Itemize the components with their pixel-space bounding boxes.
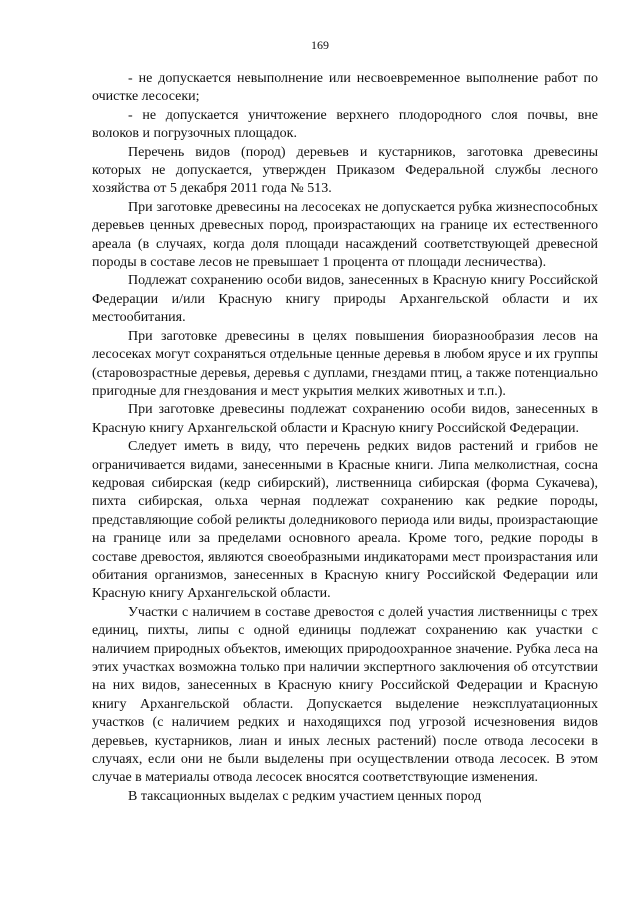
paragraph-topsoil-rule: - не допускается уничтожение верхнего плодородного слоя почвы, вне волоков и погрузочных площадок. [92,107,598,142]
paragraph-rare-species-note: Следует иметь в виду, что перечень редких видов растений и грибов не ограничивается видами, занесенными в Красные книги. Липа мелколистная, сосна кедровая сибирская (кедр сибирский), лиственница сибирская (форма Сукачева), пихта сибирская, ольха черная подлежат сохранению как редкие породы, представляющие собой реликты доледникового периода или виды, произрастающие на границе или за пределами основного ареала. Кроме того, редкие породы в составе древостоя, являются своеобразными индикаторами мест произрастания или обитания организмов, занесенных в Красную книгу Российской Федерации или Красную книгу Архангельской области. [92,439,598,602]
paragraph-taxation-units: В таксационных выделах с редким участием ценных пород [128,788,482,804]
paragraph-range-boundary-rule: При заготовке древесины на лесосеках не допускается рубка жизнеспособных деревьев ценных древесных пород, произрастающих на границе их естественного ареала (в случаях, когда доля площади насаждений соответствующей древесной породы в составе лесов не превышает 1 процента от площади лесничества). [92,199,598,271]
paragraph-biodiversity-trees: При заготовке древесины в целях повышения биоразнообразия лесов на лесосеках могут сохраняться отдельные ценные деревья в любом ярусе и их группы (старовозрастные деревья, деревья с дуплами, гнездами птиц, а также потенциально пригодные для гнездования и мест укрытия мелких животных и т.п.). [92,328,598,399]
paragraph-red-book-habitats: Подлежат сохранению особи видов, занесенных в Красную книгу Российской Федерации и/или Красную книгу природы Архангельской области и их местообитания. [92,273,598,326]
body-text [92,70,598,806]
paragraph-cleanup-rule: - не допускается невыполнение или несвоевременное выполнение работ по очистке лесосеки; [92,71,598,105]
page-number: 169 [311,38,329,52]
paragraph-red-book-preservation: При заготовке древесины подлежат сохранению особи видов, занесенных в Красную книгу Архангельской области и Красную книгу Российской Федерации. [92,402,598,436]
paragraph-species-list-order: Перечень видов (пород) деревьев и кустарников, заготовка древесины которых не допускается, утвержден Приказом Федеральной службы лесного хозяйства от 5 декабря 2011 года № 513. [92,144,598,197]
paragraph-protected-plots: Участки с наличием в составе древостоя с долей участия лиственницы с трех единиц, пихты, липы с одной единицы подлежат сохранению как участки с наличием природных объектов, имеющих природоохранное значение. Рубка леса на этих участках возможна только при наличии экспертного заключения об отсутствии на них видов, занесенных в Красную книгу Российской Федерации и Красную книгу Архангельской области. Допускается выделение неэксплуатационных участков (с наличием редких и находящихся под угрозой исчезновения видов деревьев, кустарников, лиан и иных лесных растений) после отвода лесосеки в случаях, если они не были выделены при осуществлении отвода лесосек. В этом случае в материалы отвода лесосек вносятся соответствующие изменения. [92,604,598,786]
